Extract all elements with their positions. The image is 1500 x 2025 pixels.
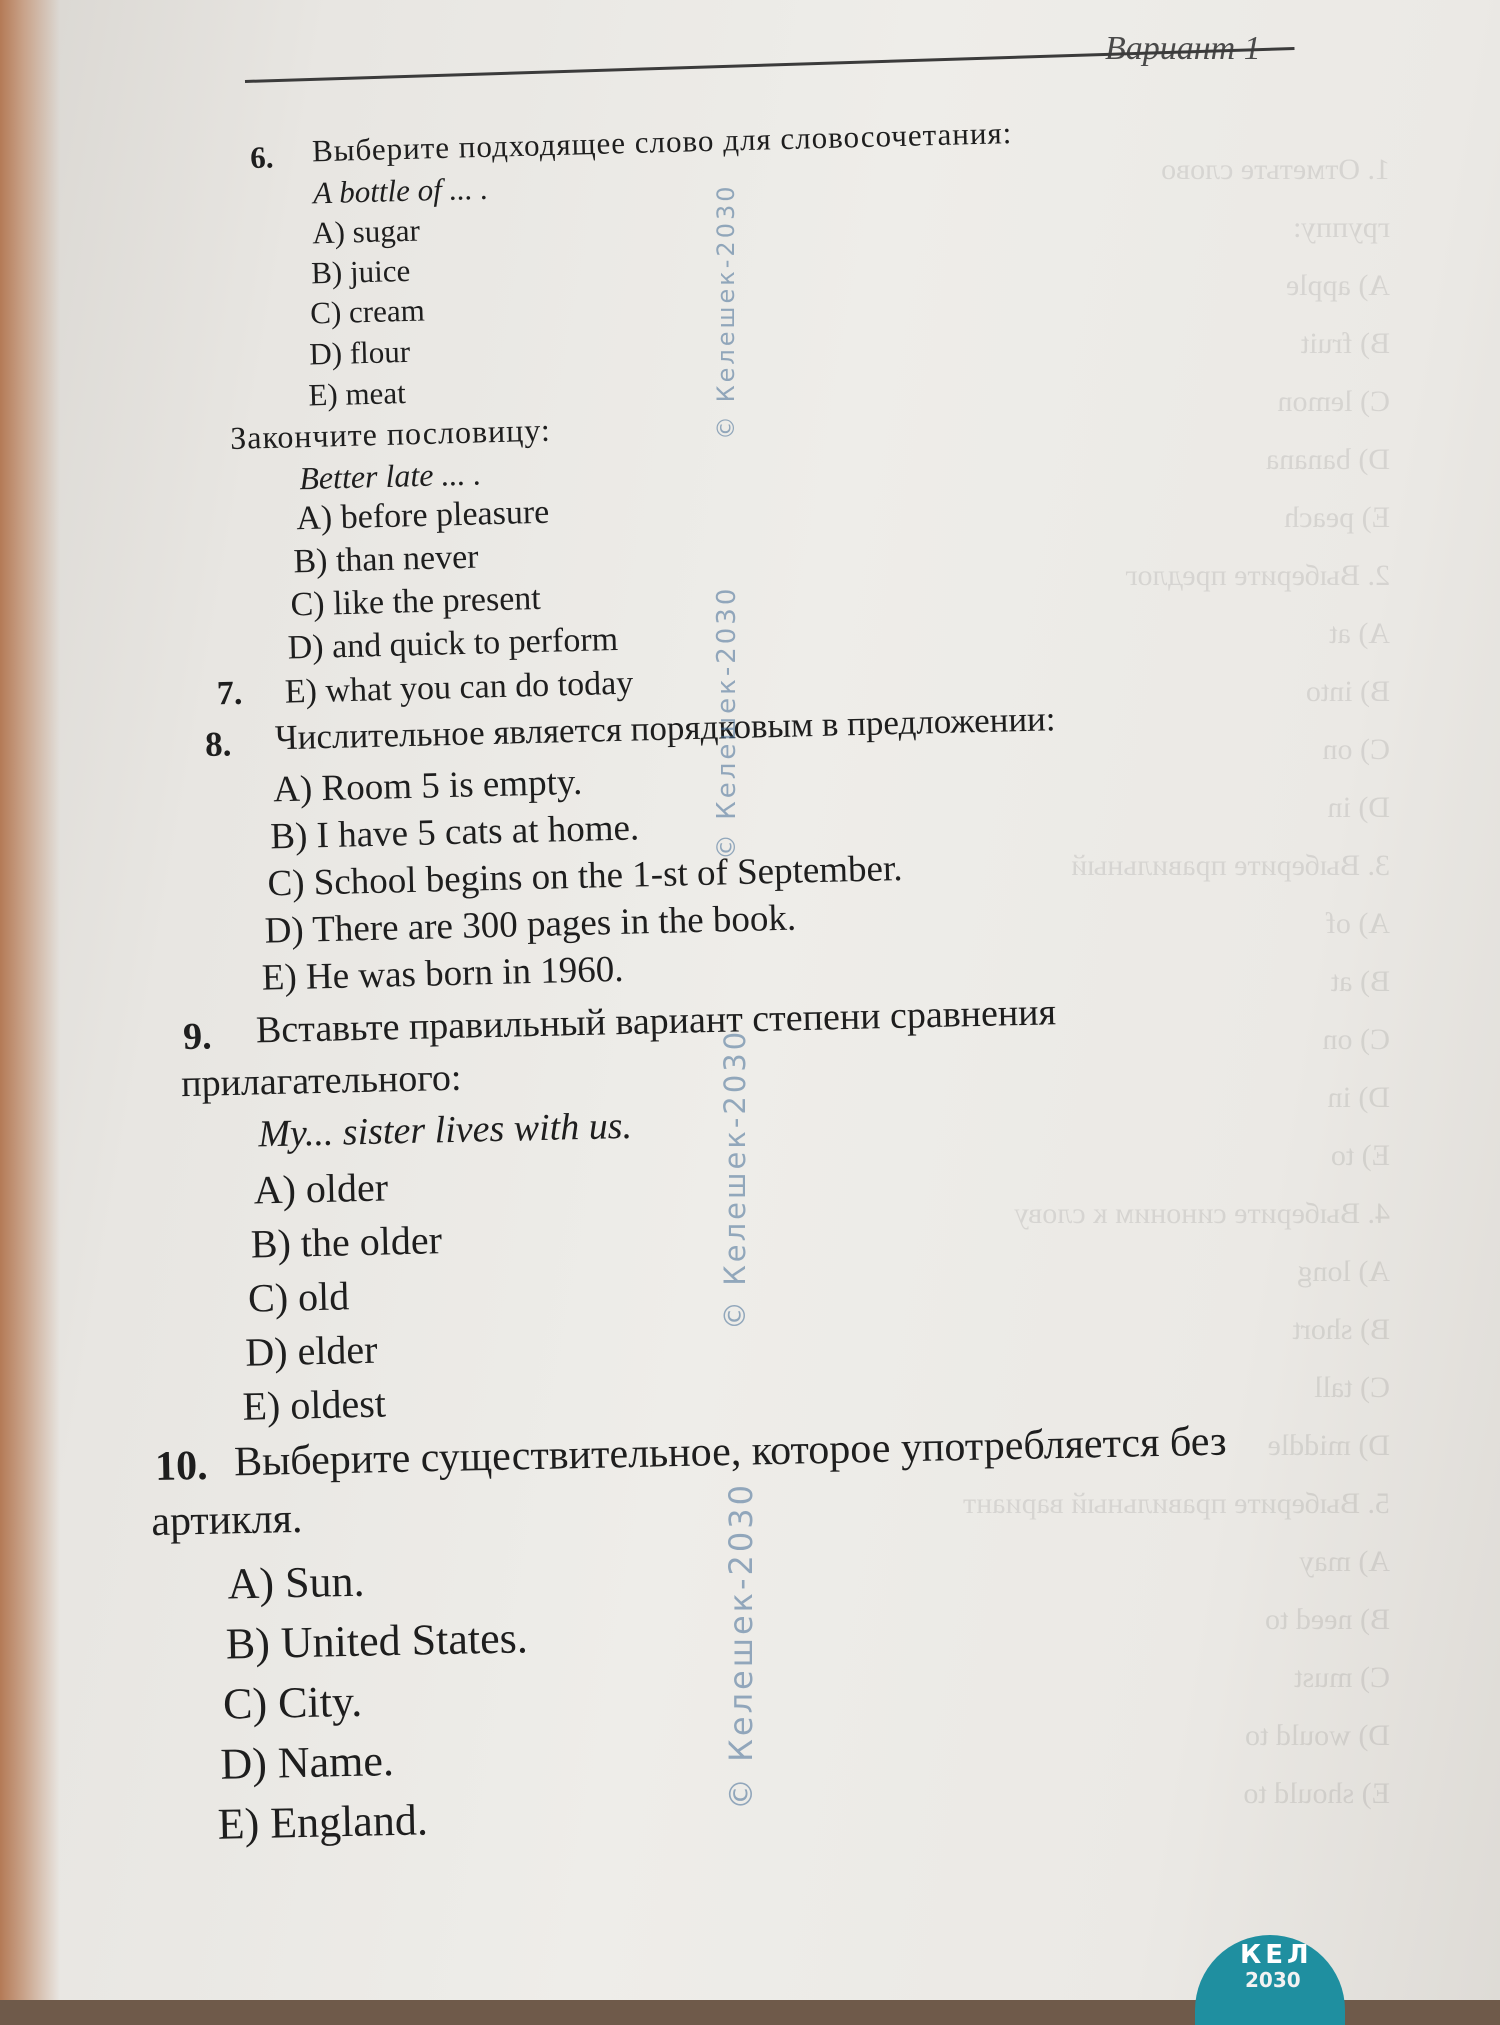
phrase: Better late ... . <box>298 455 482 497</box>
bleed-line: D) would to <box>1245 1719 1390 1752</box>
option-b: B) juice <box>310 252 411 291</box>
watermark-1: © Келешек-2030 <box>712 183 740 440</box>
option-e: E) oldest <box>242 1380 387 1429</box>
option-d: D) Name. <box>219 1736 395 1789</box>
question-prompt: Закончите пословицу: <box>229 411 552 456</box>
option-b: B) than never <box>292 538 479 581</box>
bleed-line: B) at <box>1330 965 1390 998</box>
question-prompt-cont: артикля. <box>150 1495 303 1546</box>
bleed-line: B) into <box>1305 675 1390 708</box>
bleed-line: B) need to <box>1265 1603 1390 1636</box>
bleed-line: B) short <box>1292 1313 1390 1346</box>
question-prompt: Вставьте правильный вариант степени сравнения <box>255 991 1057 1052</box>
bleed-line: D) middle <box>1267 1429 1390 1462</box>
phrase: My... sister lives with us. <box>257 1104 633 1156</box>
bleed-line: A) apple <box>1285 269 1390 302</box>
option-a: A) Sun. <box>227 1556 366 1609</box>
question-number: 7. <box>216 674 243 713</box>
option-c: C) like the present <box>290 579 542 624</box>
option-e: E) meat <box>307 375 407 413</box>
bleed-line: C) lemon <box>1277 385 1390 418</box>
option-a: A) sugar <box>311 212 421 251</box>
bleed-line: 3. Выберите правильный <box>1071 849 1390 882</box>
option-c: C) City. <box>222 1676 363 1729</box>
option-a: A) before pleasure <box>295 493 550 538</box>
question-prompt: Выберите существительное, которое употребляется без <box>233 1418 1227 1486</box>
bleed-line: 1. Отметьте слово <box>1161 153 1390 186</box>
option-e: E) He was born in 1960. <box>261 948 624 999</box>
bleed-line: A) at <box>1329 617 1390 650</box>
option-a: A) Room 5 is empty. <box>272 761 583 811</box>
bleed-line: E) to <box>1330 1139 1390 1172</box>
question-number: 6. <box>249 139 274 175</box>
watermark-3: © Келешек-2030 <box>718 1028 752 1330</box>
option-b: B) I have 5 cats at home. <box>269 807 640 858</box>
option-b: B) the older <box>250 1217 443 1267</box>
option-e: E) England. <box>217 1795 429 1849</box>
option-d: D) There are 300 pages in the book. <box>264 897 797 952</box>
bleed-line: D) banana <box>1265 443 1390 476</box>
option-b: B) United States. <box>225 1613 529 1669</box>
question-number: 8. <box>204 724 232 764</box>
bleed-line: A) long <box>1297 1255 1390 1288</box>
bleed-line: 5. Выберите правильный вариант <box>963 1487 1390 1520</box>
bleed-line: A) of <box>1325 907 1390 940</box>
bleed-line: группу: <box>1293 211 1390 244</box>
bleed-line: C) must <box>1294 1661 1390 1694</box>
bleed-line: D) in <box>1327 1081 1390 1114</box>
question-prompt: Числительное является порядковым в предложении: <box>274 699 1056 758</box>
bleed-line: D) in <box>1327 791 1390 824</box>
phrase: A bottle of ... . <box>312 170 489 211</box>
logo-year: 2030 <box>1245 1968 1301 1992</box>
variant-header: Вариант 1 <box>1105 30 1261 67</box>
bleed-line: B) fruit <box>1300 327 1390 360</box>
bleed-line: C) tall <box>1314 1371 1390 1404</box>
option-e: E) what you can do today <box>284 664 634 711</box>
bleed-line: 4. Выберите синоним к слову <box>1014 1197 1390 1230</box>
bleed-line: A) may <box>1299 1545 1390 1578</box>
bleed-line: E) should to <box>1243 1777 1390 1810</box>
option-d: D) elder <box>244 1326 378 1375</box>
question-prompt-cont: прилагательного: <box>180 1056 462 1106</box>
bleed-line: C) on <box>1322 1023 1390 1056</box>
option-a: A) older <box>253 1164 389 1213</box>
bleed-line: E) peach <box>1284 501 1390 534</box>
option-d: D) and quick to perform <box>287 620 619 667</box>
question-number: 10. <box>154 1442 209 1490</box>
bleed-line: C) on <box>1322 733 1390 766</box>
question-number: 9. <box>182 1015 213 1059</box>
option-c: C) old <box>247 1273 350 1321</box>
logo-text: КЕЛ <box>1240 1940 1313 1970</box>
watermark-4: © Келешек-2030 <box>722 1482 760 1810</box>
question-prompt: Выберите подходящее слово для словосочетания: <box>311 115 1013 169</box>
option-d: D) flour <box>308 333 411 372</box>
option-c: C) School begins on the 1-st of September. <box>267 848 903 905</box>
bleed-line: 2. Выберите предлог <box>1125 559 1390 592</box>
watermark-2: © Келешек-2030 <box>712 585 742 860</box>
option-c: C) cream <box>309 292 426 331</box>
